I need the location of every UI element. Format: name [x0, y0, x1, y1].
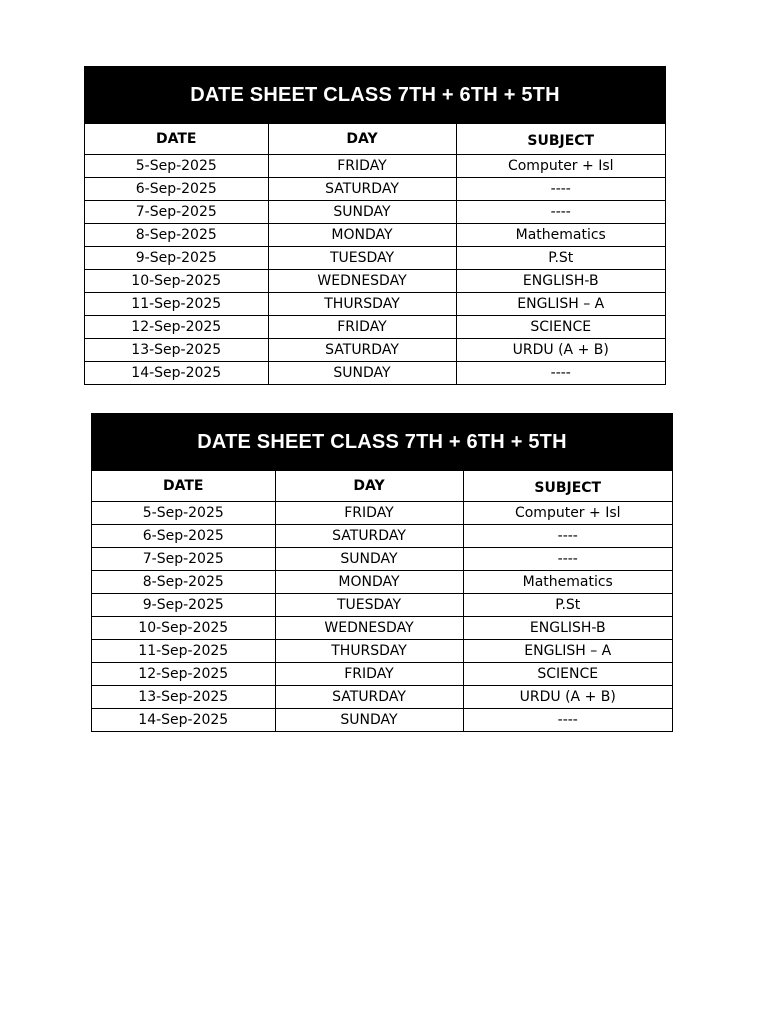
- table-row: [92, 571, 672, 594]
- subject-cell: URDU (A + B): [463, 686, 672, 709]
- date-cell: 6-Sep-2025: [92, 525, 275, 548]
- table-row: [92, 663, 672, 686]
- table-header-row: [85, 124, 665, 155]
- table-row: [85, 201, 665, 224]
- date-cell: 5-Sep-2025: [85, 155, 268, 178]
- date-cell: 14-Sep-2025: [85, 362, 268, 385]
- subject-cell: ENGLISH – A: [456, 293, 665, 316]
- date-cell: 8-Sep-2025: [85, 224, 268, 247]
- sheet-title: DATE SHEET CLASS 7TH + 6TH + 5TH: [92, 414, 672, 471]
- column-header-subject: SUBJECT: [456, 124, 665, 155]
- table-row: [85, 339, 665, 362]
- sheet-title: DATE SHEET CLASS 7TH + 6TH + 5TH: [85, 67, 665, 124]
- table-header-row: [92, 471, 672, 502]
- table-row: [92, 686, 672, 709]
- day-cell: SUNDAY: [275, 709, 463, 732]
- table-row: [85, 316, 665, 339]
- date-sheet-table: [92, 471, 672, 731]
- day-cell: THURSDAY: [275, 640, 463, 663]
- table-row: [85, 270, 665, 293]
- date-cell: 12-Sep-2025: [92, 663, 275, 686]
- subject-cell: SCIENCE: [456, 316, 665, 339]
- day-cell: WEDNESDAY: [268, 270, 456, 293]
- subject-cell: Computer + Isl: [456, 155, 665, 178]
- day-cell: MONDAY: [275, 571, 463, 594]
- table-row: [92, 640, 672, 663]
- date-sheet-table: [85, 124, 665, 384]
- date-cell: 6-Sep-2025: [85, 178, 268, 201]
- column-header-subject: SUBJECT: [463, 471, 672, 502]
- date-cell: 10-Sep-2025: [85, 270, 268, 293]
- date-cell: 9-Sep-2025: [85, 247, 268, 270]
- subject-cell: ----: [456, 201, 665, 224]
- date-cell: 12-Sep-2025: [85, 316, 268, 339]
- table-row: [85, 224, 665, 247]
- subject-cell: Mathematics: [456, 224, 665, 247]
- day-cell: FRIDAY: [268, 155, 456, 178]
- date-sheet-1: [84, 66, 666, 385]
- table-row: [92, 617, 672, 640]
- table-row: [92, 594, 672, 617]
- day-cell: FRIDAY: [268, 316, 456, 339]
- subject-cell: ----: [463, 548, 672, 571]
- table-row: [85, 178, 665, 201]
- date-cell: 7-Sep-2025: [92, 548, 275, 571]
- subject-cell: Mathematics: [463, 571, 672, 594]
- date-cell: 7-Sep-2025: [85, 201, 268, 224]
- day-cell: SATURDAY: [275, 525, 463, 548]
- table-row: [92, 525, 672, 548]
- column-header-day: DAY: [275, 471, 463, 502]
- table-row: [92, 709, 672, 732]
- table-row: [85, 362, 665, 385]
- column-header-date: DATE: [92, 471, 275, 502]
- subject-cell: ----: [557, 712, 578, 728]
- day-cell: SUNDAY: [268, 362, 456, 385]
- date-cell: 14-Sep-2025: [92, 709, 275, 732]
- column-header-date: DATE: [85, 124, 268, 155]
- table-row: [92, 502, 672, 525]
- subject-cell: Computer + Isl: [463, 502, 672, 525]
- subject-cell: P.St: [463, 594, 672, 617]
- subject-cell: ----: [550, 365, 571, 381]
- table-row: [85, 155, 665, 178]
- subject-cell: ----: [463, 525, 672, 548]
- subject-cell: SCIENCE: [463, 663, 672, 686]
- subject-cell: ----: [456, 178, 665, 201]
- date-cell: 9-Sep-2025: [92, 594, 275, 617]
- day-cell: TUESDAY: [275, 594, 463, 617]
- day-cell: WEDNESDAY: [275, 617, 463, 640]
- date-cell: 5-Sep-2025: [92, 502, 275, 525]
- day-cell: THURSDAY: [268, 293, 456, 316]
- subject-cell: P.St: [456, 247, 665, 270]
- day-cell: SUNDAY: [275, 548, 463, 571]
- date-cell: 8-Sep-2025: [92, 571, 275, 594]
- date-cell: 11-Sep-2025: [85, 293, 268, 316]
- day-cell: MONDAY: [268, 224, 456, 247]
- day-cell: FRIDAY: [275, 663, 463, 686]
- day-cell: SATURDAY: [268, 339, 456, 362]
- day-cell: SATURDAY: [275, 686, 463, 709]
- table-row: [92, 548, 672, 571]
- date-cell: 13-Sep-2025: [92, 686, 275, 709]
- date-sheet-2: [91, 413, 673, 732]
- date-cell: 11-Sep-2025: [92, 640, 275, 663]
- column-header-day: DAY: [268, 124, 456, 155]
- table-row: [85, 247, 665, 270]
- day-cell: SUNDAY: [268, 201, 456, 224]
- date-cell: 10-Sep-2025: [92, 617, 275, 640]
- subject-cell: ENGLISH-B: [463, 617, 672, 640]
- table-row: [85, 293, 665, 316]
- subject-cell: ENGLISH – A: [463, 640, 672, 663]
- day-cell: FRIDAY: [275, 502, 463, 525]
- date-cell: 13-Sep-2025: [85, 339, 268, 362]
- day-cell: TUESDAY: [268, 247, 456, 270]
- day-cell: SATURDAY: [268, 178, 456, 201]
- subject-cell: ENGLISH-B: [456, 270, 665, 293]
- subject-cell: URDU (A + B): [456, 339, 665, 362]
